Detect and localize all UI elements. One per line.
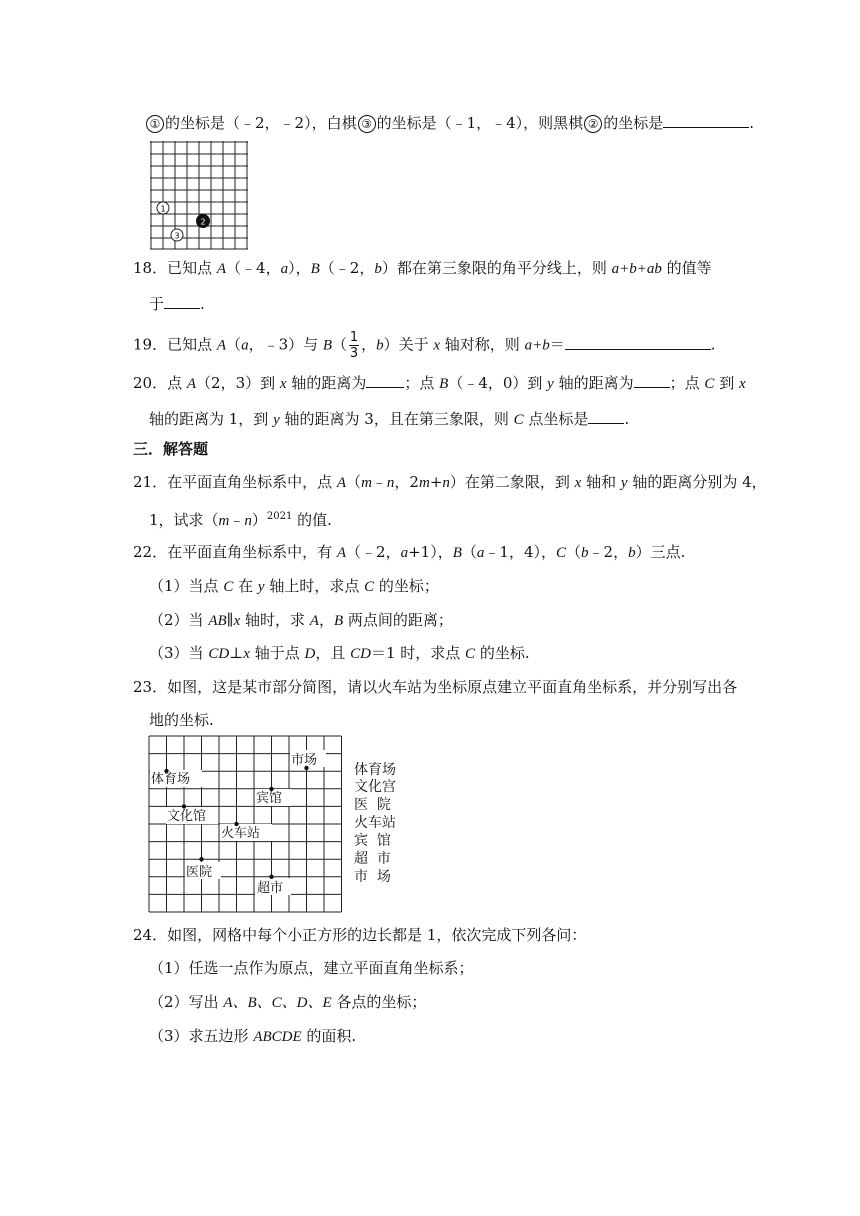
q20-t: 到 <box>714 374 739 392</box>
q20-line-1 <box>133 373 746 394</box>
q18-A: A <box>216 261 227 277</box>
supermarket-dot <box>269 875 273 879</box>
q21-t: 的值. <box>292 511 332 529</box>
q20-number: 20． <box>133 374 168 392</box>
q21-m: m <box>361 475 372 491</box>
q20-t: （﹣4，0）到 <box>448 374 548 392</box>
q24-t: （3）求五边形 <box>149 1027 254 1045</box>
q19-b: b <box>376 337 384 354</box>
q22-A: A <box>309 613 319 629</box>
hotel-label: 宾馆 <box>256 791 283 806</box>
q20-t: （2，3）到 <box>196 374 280 392</box>
q21-y: y <box>620 475 628 491</box>
q22-t: （1）当点 <box>149 577 224 595</box>
q18-t: 已知点 <box>167 259 217 277</box>
q24-part-3 <box>149 1026 356 1047</box>
q22-number: 22． <box>133 543 168 561</box>
q21-line-1 <box>133 472 767 493</box>
section-3-heading: 三．解答题 <box>133 440 209 458</box>
q22-y: y <box>257 579 265 595</box>
q19-t: （ <box>332 335 348 354</box>
q22-line-1 <box>133 542 685 563</box>
q23-line-2 <box>149 710 214 730</box>
q24-t: 如图，网格中每个小正方形的边长都是 1，依次完成下列各问： <box>167 926 587 944</box>
q21-t: 1，试求（ <box>149 511 219 529</box>
q19-t: ，﹣3）与 <box>248 335 323 354</box>
q22-D: D <box>304 646 316 662</box>
q22-C: C <box>223 579 234 595</box>
q22-t: +1）， <box>408 543 453 561</box>
list-item: 超 市 <box>354 851 391 867</box>
q19-A: A <box>216 337 227 354</box>
frac-num: 1 <box>349 330 359 345</box>
list-item: 火车站 <box>354 815 396 831</box>
q18-expr: a+b+ab <box>611 261 662 277</box>
q24-polygon-name: ABCDE <box>253 1029 302 1045</box>
mark-2: ② <box>584 115 602 133</box>
stone-1-label: 1 <box>160 204 166 214</box>
q24-points: A、B、C、D、E <box>223 995 332 1011</box>
q22-AB: AB <box>208 613 227 629</box>
q19-x: x <box>433 337 441 354</box>
city-map-figure <box>148 735 404 915</box>
q21-t: （ <box>346 473 362 491</box>
q21-t: ，2 <box>394 473 419 491</box>
q20-B: B <box>439 376 449 392</box>
q22-t: ）三点. <box>635 543 686 561</box>
q20-t: 轴的距离为 <box>286 374 367 392</box>
q21-t: + <box>429 473 443 491</box>
hospital-label: 医院 <box>186 865 213 880</box>
q17-end: . <box>749 114 754 132</box>
q22-t: ⊥ <box>229 644 244 662</box>
q22-part-1 <box>149 576 439 597</box>
q18-t: ）， <box>288 259 311 277</box>
q19-t: ， <box>361 335 377 354</box>
q22-a: a <box>476 545 485 561</box>
q20-t: 点 <box>167 374 187 392</box>
go-board-figure <box>150 141 248 251</box>
q22-t: ， <box>318 611 334 629</box>
frac-den: 3 <box>349 346 359 361</box>
q22-b: b <box>628 545 636 561</box>
q22-C: C <box>364 579 375 595</box>
q22-b: b <box>581 545 589 561</box>
q18-t: . <box>200 295 205 313</box>
q20-blank-3[interactable] <box>588 409 624 424</box>
q19-line <box>133 331 716 360</box>
q21-n: n <box>442 475 450 491</box>
q18-t: 的值等 <box>661 259 712 277</box>
q19-a: a <box>241 337 249 354</box>
q22-x: x <box>243 646 250 662</box>
q22-C: C <box>556 545 567 561</box>
q21-n: n <box>244 513 252 529</box>
q21-line-2 <box>149 507 332 531</box>
q24-t: 各点的坐标； <box>331 993 427 1011</box>
q22-B: B <box>333 613 344 629</box>
q20-C: C <box>513 412 524 428</box>
q22-CD: CD <box>208 646 230 662</box>
q18-t: 于 <box>149 295 165 313</box>
q18-b: b <box>374 261 382 277</box>
list-item: 体育场 <box>354 762 396 778</box>
q23-t: 地的坐标. <box>149 711 214 729</box>
q22-x: x <box>233 613 241 629</box>
q20-t: ；点 <box>404 374 440 392</box>
q21-t: 轴的距离分别为 4， <box>627 473 767 491</box>
q18-a: a <box>280 261 289 277</box>
q21-exponent: 2021 <box>266 511 293 522</box>
q22-A: A <box>336 545 347 561</box>
q19-t: 已知点 <box>167 335 217 354</box>
q18-t: （﹣2， <box>319 259 375 277</box>
q19-number: 19． <box>133 335 168 354</box>
stone-3-label: 3 <box>174 231 180 241</box>
q22-a: a <box>400 545 409 561</box>
stadium-label: 体育场 <box>151 772 191 787</box>
q20-x: x <box>279 376 287 392</box>
q22-part-2 <box>149 610 453 631</box>
q22-t: 轴时，求 <box>240 611 310 629</box>
q22-B: B <box>452 545 462 561</box>
q20-A: A <box>186 376 197 392</box>
q22-t: ＝1 时，求点 <box>370 644 466 662</box>
q21-m: m <box>418 475 430 491</box>
q22-t: ∥ <box>226 611 234 629</box>
q19-t: ）关于 <box>383 335 434 354</box>
q24-t: （1）任选一点作为原点，建立平面直角坐标系； <box>149 959 474 977</box>
hospital-dot <box>199 857 203 861</box>
q17-line <box>145 113 754 133</box>
q21-t: ﹣ <box>371 473 387 491</box>
q18-line-2 <box>149 294 205 314</box>
q22-part-3 <box>149 643 530 664</box>
q18-B: B <box>310 261 320 277</box>
q20-t: ；点 <box>669 374 705 392</box>
q21-n: n <box>386 475 395 491</box>
mark-3: ③ <box>358 115 376 133</box>
q19-answer-blank[interactable] <box>565 335 711 350</box>
q17-text-3: 的坐标是 <box>603 114 664 132</box>
fraction-one-third <box>349 331 359 360</box>
q18-t: （﹣4， <box>226 259 281 277</box>
q20-x: x <box>738 376 746 392</box>
list-item: 医 院 <box>354 797 391 813</box>
q19-t: （ <box>226 335 242 354</box>
q19-expr: a+b <box>524 337 550 354</box>
list-item: 文化宫 <box>354 779 396 795</box>
q24-line-1 <box>133 925 586 945</box>
q20-t: 轴的距离为 <box>553 374 634 392</box>
station-label: 火车站 <box>221 826 261 841</box>
q24-t: 的面积. <box>301 1027 357 1045</box>
q21-t: ） <box>251 511 267 529</box>
q23-t: 如图，这是某市部分简图，请以火车站为坐标原点建立平面直角坐标系，并分别写出各 <box>167 678 738 696</box>
culture-dot <box>182 804 186 808</box>
q23-line-1 <box>133 677 737 697</box>
q21-t: 轴和 <box>581 473 621 491</box>
q22-t: ，且 <box>315 644 351 662</box>
q20-blank-2[interactable] <box>634 373 670 388</box>
q22-t: 在 <box>233 577 258 595</box>
q22-t: 的坐标； <box>374 577 439 595</box>
q17-answer-blank[interactable] <box>663 113 749 128</box>
market-label: 市场 <box>291 753 318 768</box>
q17-text-1: 的坐标是（﹣2，﹣2），白棋 <box>165 114 357 132</box>
q18-answer-blank[interactable] <box>164 294 200 309</box>
supermarket-label: 超市 <box>257 881 284 896</box>
q22-t: （ <box>566 543 582 561</box>
q18-line-1 <box>133 258 712 279</box>
q20-t: . <box>624 410 630 428</box>
q20-y: y <box>273 412 280 428</box>
q20-t: 点坐标是 <box>523 410 589 428</box>
q19-t: . <box>710 335 716 354</box>
q21-t: ）在第二象限，到 <box>449 473 575 491</box>
q19-t: 轴对称，则 <box>440 335 525 354</box>
q17-text-2: 的坐标是（﹣1，﹣4），则黑棋 <box>376 114 584 132</box>
q20-y: y <box>547 376 554 392</box>
q22-t: 轴于点 <box>249 644 305 662</box>
q22-C: C <box>465 646 476 662</box>
q24-part-1 <box>149 958 474 978</box>
q22-t: （﹣2， <box>346 543 401 561</box>
q22-t: 在平面直角坐标系中，有 <box>167 543 337 561</box>
q21-number: 21． <box>133 473 168 491</box>
q21-t: 在平面直角坐标系中，点 <box>167 473 337 491</box>
stone-2-label: 2 <box>200 217 206 227</box>
q21-m: m <box>218 513 230 529</box>
q20-line-2 <box>149 409 629 430</box>
q24-number: 24． <box>133 926 168 944</box>
q22-t: 的坐标. <box>475 644 530 662</box>
q20-blank-1[interactable] <box>366 373 404 388</box>
q23-number: 23． <box>133 678 168 696</box>
q22-t: （ <box>461 543 477 561</box>
q20-C: C <box>704 376 715 392</box>
q22-t: 两点间的距离； <box>343 611 453 629</box>
mark-1: ① <box>146 115 164 133</box>
list-item: 市 场 <box>354 869 391 885</box>
q22-t: （2）当 <box>149 611 209 629</box>
q18-number: 18． <box>133 259 168 277</box>
q19-t: ＝ <box>549 335 565 354</box>
q22-t: ﹣2， <box>588 543 629 561</box>
q22-t: ﹣1，4）， <box>484 543 556 561</box>
q24-part-2 <box>149 992 426 1013</box>
q21-x: x <box>574 475 582 491</box>
q21-t: ﹣ <box>229 511 245 529</box>
q20-t: 轴的距离为 3，且在第三象限，则 <box>279 410 514 428</box>
list-item: 宾 馆 <box>354 833 391 849</box>
q24-t: （2）写出 <box>149 993 224 1011</box>
q20-t: 轴的距离为 1，到 <box>149 410 274 428</box>
q19-B: B <box>322 337 333 354</box>
q21-A: A <box>336 475 347 491</box>
q22-CD: CD <box>350 646 371 662</box>
q18-t: ）都在第三象限的角平分线上，则 <box>381 259 612 277</box>
q22-t: （3）当 <box>149 644 209 662</box>
q22-t: 轴上时，求点 <box>264 577 365 595</box>
culture-label: 文化馆 <box>167 809 207 824</box>
